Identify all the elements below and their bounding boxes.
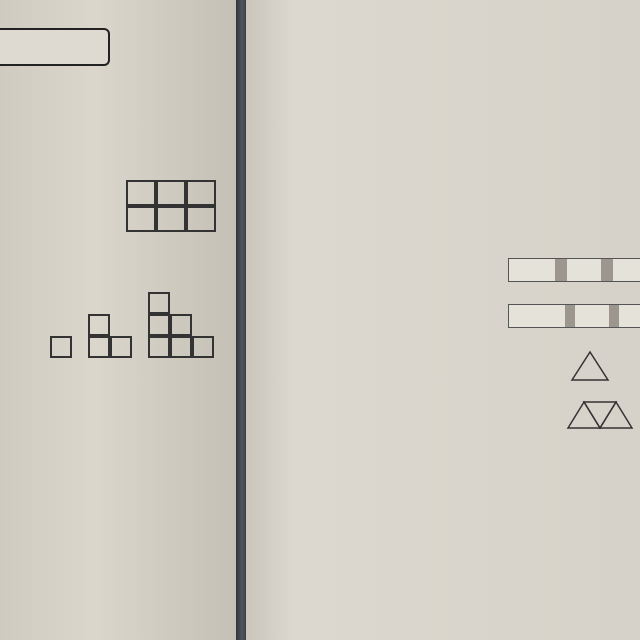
right-page	[246, 0, 640, 640]
tape-figure	[508, 304, 640, 328]
tape-figure	[508, 258, 640, 282]
left-page	[0, 0, 238, 640]
triangle-figure	[560, 348, 640, 438]
title-box	[0, 28, 110, 66]
